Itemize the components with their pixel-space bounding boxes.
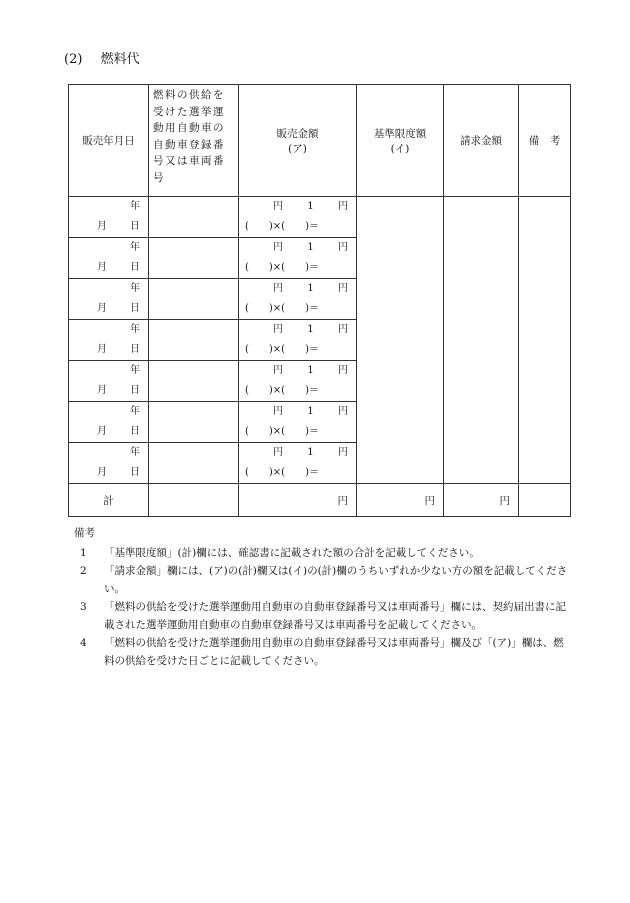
day-label: 日 — [130, 426, 140, 437]
date-cell[interactable] — [69, 320, 149, 361]
month-label: 月 — [97, 467, 107, 478]
header-sales-amount-sub: (ア) — [288, 142, 307, 155]
section-title — [64, 48, 140, 67]
sales-amount-cell[interactable] — [239, 361, 357, 402]
unit-one-label: 1 — [307, 242, 314, 253]
formula-label: ( )×( )＝ — [245, 303, 319, 314]
note-text: 「燃料の供給を受けた選挙運動用自動車の自動車登録番号又は車両番号」欄には、契約届出書に記載された選挙運動用自動車の自動車登録番号又は車両番号を記載してください。 — [104, 601, 566, 631]
month-label: 月 — [97, 262, 107, 273]
day-label: 日 — [130, 467, 140, 478]
formula-label: ( )×( )＝ — [245, 344, 319, 355]
date-cell[interactable] — [69, 279, 149, 320]
note-text: 「請求金額」欄には、(ア)の(計)欄又は(イ)の(計)欄のうちいずれか少ない方の額を記載してください。 — [104, 565, 568, 595]
unit-one-label: 1 — [307, 406, 314, 417]
unit-one-label: 1 — [307, 324, 314, 335]
header-sales-amount — [239, 85, 357, 197]
unit-one-label: 1 — [307, 201, 314, 212]
note-number: 1 — [80, 547, 87, 559]
claim-cell[interactable] — [444, 197, 519, 484]
yen-label: 円 — [273, 406, 283, 417]
sales-amount-cell[interactable] — [239, 320, 357, 361]
day-label: 日 — [130, 262, 140, 273]
note-item — [74, 562, 574, 598]
formula-label: ( )×( )＝ — [245, 467, 319, 478]
header-sales-amount-label: 販売金額 — [276, 127, 319, 140]
yen-label: 円 — [273, 201, 283, 212]
total-limit-cell[interactable]: 円 — [357, 484, 444, 517]
vehicle-cell[interactable] — [149, 402, 239, 443]
header-claim: 請求金額 — [444, 85, 519, 197]
notes-heading: 備考 — [74, 527, 95, 539]
formula-label: ( )×( )＝ — [245, 385, 319, 396]
vehicle-cell[interactable] — [149, 197, 239, 238]
year-label: 年 — [130, 447, 140, 458]
header-limit-sub: (イ) — [390, 142, 410, 155]
fuel-cost-table — [68, 84, 571, 517]
day-label: 日 — [130, 303, 140, 314]
header-limit — [357, 85, 444, 197]
month-label: 月 — [97, 385, 107, 396]
sales-amount-cell[interactable] — [239, 238, 357, 279]
section-title-text: 燃料代 — [100, 52, 140, 67]
day-label: 日 — [130, 221, 140, 232]
vehicle-cell[interactable] — [149, 443, 239, 484]
yen-label: 円 — [273, 242, 283, 253]
formula-label: ( )×( )＝ — [245, 426, 319, 437]
date-cell[interactable] — [69, 402, 149, 443]
header-date: 販売年月日 — [69, 85, 149, 197]
sales-amount-cell[interactable] — [239, 443, 357, 484]
yen-label: 円 — [338, 447, 348, 458]
sales-amount-cell[interactable] — [239, 197, 357, 238]
formula-label: ( )×( )＝ — [245, 221, 319, 232]
note-text: 「基準限度額」(計)欄には、確認書に記載された額の合計を記載してください。 — [104, 547, 480, 559]
yen-label: 円 — [338, 242, 348, 253]
unit-one-label: 1 — [307, 365, 314, 376]
note-item — [74, 634, 574, 670]
yen-label: 円 — [273, 283, 283, 294]
unit-one-label: 1 — [307, 283, 314, 294]
yen-label: 円 — [338, 201, 348, 212]
day-label: 日 — [130, 385, 140, 396]
date-cell[interactable] — [69, 443, 149, 484]
total-row — [69, 484, 571, 517]
table-row — [69, 197, 571, 238]
yen-label: 円 — [273, 447, 283, 458]
year-label: 年 — [130, 283, 140, 294]
formula-label: ( )×( )＝ — [245, 262, 319, 273]
total-remarks-cell[interactable] — [519, 484, 571, 517]
date-cell[interactable] — [69, 238, 149, 279]
day-label: 日 — [130, 344, 140, 355]
vehicle-cell[interactable] — [149, 361, 239, 402]
sales-amount-cell[interactable] — [239, 402, 357, 443]
note-number: 3 — [80, 601, 87, 613]
yen-label: 円 — [273, 365, 283, 376]
remarks-cell[interactable] — [519, 197, 571, 484]
total-claim-cell[interactable]: 円 — [444, 484, 519, 517]
year-label: 年 — [130, 406, 140, 417]
total-label: 計 — [69, 484, 149, 517]
year-label: 年 — [130, 365, 140, 376]
year-label: 年 — [130, 201, 140, 212]
header-remarks: 備 考 — [519, 85, 571, 197]
limit-cell[interactable] — [357, 197, 444, 484]
yen-label: 円 — [338, 365, 348, 376]
yen-label: 円 — [338, 324, 348, 335]
notes-section — [74, 524, 574, 670]
note-text: 「燃料の供給を受けた選挙運動用自動車の自動車登録番号又は車両番号」欄及び「(ア)」欄は、燃料の供給を受けた日ごとに記載してください。 — [104, 637, 564, 667]
header-vehicle: 燃料の供給を受けた選挙運動用自動車の自動車登録番号又は車両番号 — [149, 85, 239, 197]
yen-label: 円 — [338, 283, 348, 294]
month-label: 月 — [97, 221, 107, 232]
note-number: 2 — [80, 565, 87, 577]
unit-one-label: 1 — [307, 447, 314, 458]
date-cell[interactable] — [69, 361, 149, 402]
month-label: 月 — [97, 426, 107, 437]
vehicle-cell[interactable] — [149, 320, 239, 361]
year-label: 年 — [130, 324, 140, 335]
month-label: 月 — [97, 344, 107, 355]
header-limit-label: 基準限度額 — [373, 127, 427, 140]
vehicle-cell[interactable] — [149, 279, 239, 320]
vehicle-cell[interactable] — [149, 238, 239, 279]
note-number: 4 — [80, 637, 87, 649]
yen-label: 円 — [273, 324, 283, 335]
section-number: (2) — [64, 52, 83, 67]
total-sales-amount-cell[interactable]: 円 — [239, 484, 357, 517]
yen-label: 円 — [338, 406, 348, 417]
note-item — [74, 544, 574, 562]
total-vehicle-cell — [149, 484, 239, 517]
sales-amount-cell[interactable] — [239, 279, 357, 320]
month-label: 月 — [97, 303, 107, 314]
year-label: 年 — [130, 242, 140, 253]
note-item — [74, 598, 574, 634]
date-cell[interactable] — [69, 197, 149, 238]
